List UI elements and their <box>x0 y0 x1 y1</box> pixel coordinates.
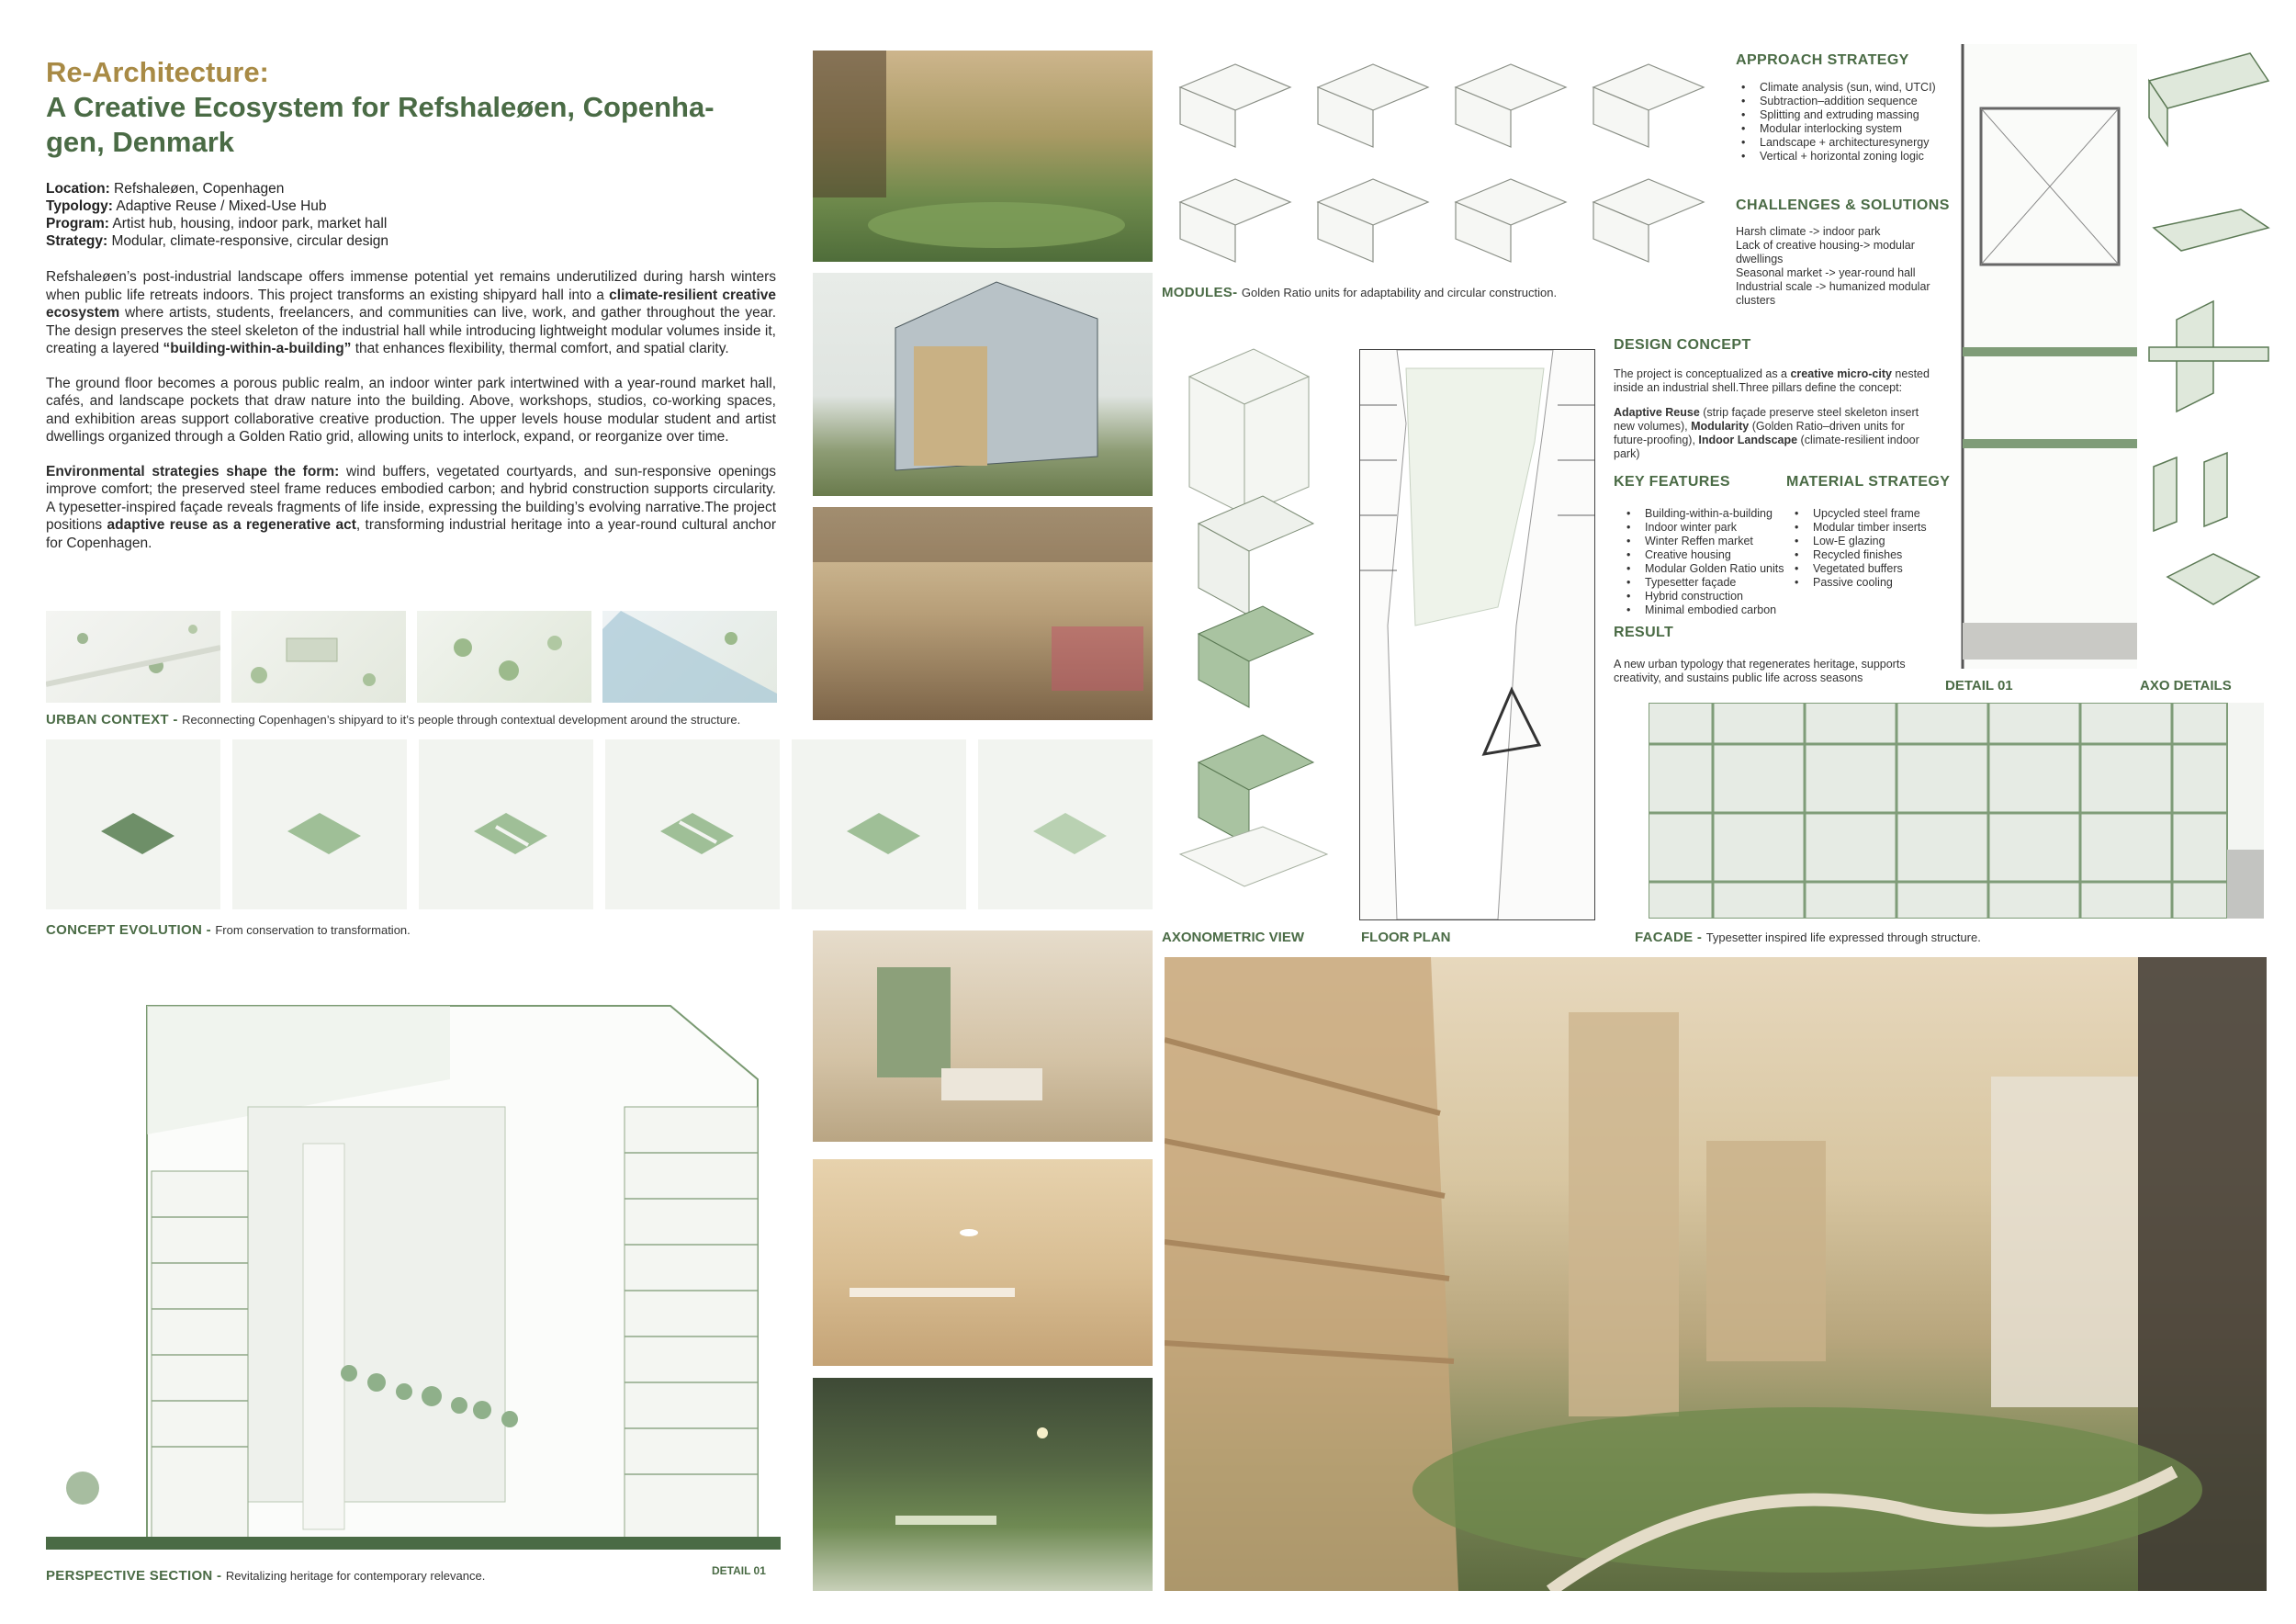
approach-item: • Climate analysis (sun, wind, UTCI) <box>1760 81 1971 95</box>
description-paragraph-2: The ground floor becomes a porous public realm, an indoor winter park intertwined with a year-round market hall, cafés, and landscape pockets that draw nature into the building. Above, workshops, studios, co-working spaces, and exhibition areas support collaborative creative production. The upper levels house modular student and artist dwellings organized through a Golden Ratio grid, allowing units to interlock, expand, or reorganize over time. <box>46 375 776 445</box>
axo-details-drawing <box>2140 44 2278 669</box>
facade-elevation <box>1649 703 2264 919</box>
material-item: • Recycled finishes <box>1813 548 1951 562</box>
atrium-hero-render <box>1165 957 2267 1591</box>
modules-diagram <box>1162 51 1713 276</box>
key-feature-item: • Building-within-a-building <box>1645 507 1806 521</box>
approach-heading: APPROACH STRATEGY <box>1736 52 1909 68</box>
concept-stage-3 <box>419 739 593 909</box>
challenge-item: Harsh climate -> indoor park <box>1736 225 1881 238</box>
key-features-list <box>1621 507 1806 617</box>
design-concept-paragraph-2: Adaptive Reuse (strip façade preserve steel skeleton insert new volumes), Modularity (Golden Ratio–driven units for future-proofing), Indoor Landscape (climate-resilient indoor park) <box>1614 406 1919 460</box>
project-meta <box>46 180 799 250</box>
approach-item: • Splitting and extruding massing <box>1760 108 1971 122</box>
description-paragraph-1: Refshaleøen’s post-industrial landscape offers immense potential yet remains underutilized during harsh winters when public life retreats indoors. This project transforms an existing shipyard hall into a climate-resilient creative ecosystem where artists, students, freelancers, and communities can live, work, and gather throughout the year. The design preserves the steel skeleton of the industrial hall while introducing lightweight modular volumes inside it, creating a layered “building-within-a-building” that enhances flexibility, thermal comfort, and spatial clarity. <box>46 269 776 356</box>
facade-caption: FACADE - Typesetter inspired life expressed through structure. <box>1635 930 1981 945</box>
meta-program: Program: Artist hub, housing, indoor park, market hall <box>46 216 388 231</box>
indoor-park-render <box>813 51 1153 262</box>
result-heading: RESULT <box>1614 625 1674 640</box>
urban-context-caption: URBAN CONTEXT - Reconnecting Copenhagen’s shipyard to it’s people through contextual development around the structure. <box>46 712 741 727</box>
challenges-list <box>1736 225 1938 308</box>
key-feature-item: • Modular Golden Ratio units <box>1645 562 1806 576</box>
key-features-heading: KEY FEATURES <box>1614 474 1730 490</box>
design-concept-paragraph-1: The project is conceptualized as a creative micro-city nested inside an industrial shell.Three pillars define the concept: <box>1614 367 1930 394</box>
material-item: • Passive cooling <box>1813 576 1951 590</box>
approach-item: • Modular interlocking system <box>1760 122 1971 136</box>
material-item: • Upcycled steel frame <box>1813 507 1951 521</box>
key-feature-item: • Winter Reffen market <box>1645 535 1806 548</box>
key-feature-item: • Indoor winter park <box>1645 521 1806 535</box>
key-feature-item: • Typesetter façade <box>1645 576 1806 590</box>
concept-stage-6 <box>978 739 1153 909</box>
project-title <box>46 55 799 160</box>
detail-01-caption: DETAIL 01 <box>1945 678 2013 694</box>
meta-location: Location: Refshaleøen, Copenhagen <box>46 181 285 197</box>
material-strategy-list <box>1789 507 1951 590</box>
concept-stage-1 <box>46 739 220 909</box>
urban-context-image-1 <box>46 611 220 703</box>
design-concept-text <box>1614 367 1930 461</box>
key-feature-item: • Creative housing <box>1645 548 1806 562</box>
axonometric-view <box>1162 340 1345 919</box>
concept-evolution-caption: CONCEPT EVOLUTION - From conservation to transformation. <box>46 922 411 938</box>
material-strategy-heading: MATERIAL STRATEGY <box>1786 474 1951 490</box>
title-line-2: A Creative Ecosystem for Refshaleøen, Copenha- <box>46 91 715 123</box>
challenge-item: Industrial scale -> humanized modular clusters <box>1736 280 1930 307</box>
material-item: • Low-E glazing <box>1813 535 1951 548</box>
title-line-3: gen, Denmark <box>46 126 235 158</box>
approach-item: • Subtraction–addition sequence <box>1760 95 1971 108</box>
section-detail-label: DETAIL 01 <box>712 1564 766 1577</box>
key-feature-item: • Minimal embodied carbon <box>1645 603 1806 617</box>
challenge-item: Seasonal market -> year-round hall <box>1736 266 1916 279</box>
floor-plan <box>1359 349 1595 920</box>
result-text: A new urban typology that regenerates heritage, supports creativity, and sustains public life across seasons <box>1614 658 1906 684</box>
perspective-section-drawing <box>46 987 781 1557</box>
description-paragraph-3: Environmental strategies shape the form: wind buffers, vegetated courtyards, and sun-responsive openings improve comfort; the preserved steel frame reduces embodied carbon; and hybrid construction supports circularity. A typesetter-inspired façade reveals fragments of life inside, expressing the building’s evolving narrative.The project positions adaptive reuse as a regenerative act, transforming industrial heritage into a year-round cultural anchor for Copenhagen. <box>46 463 777 551</box>
urban-context-image-3 <box>417 611 591 703</box>
axonometric-caption: AXONOMETRIC VIEW <box>1162 930 1305 945</box>
market-hall-render <box>813 507 1153 720</box>
exterior-glass-hall-render <box>813 273 1153 496</box>
material-item: • Modular timber inserts <box>1813 521 1951 535</box>
approach-item: • Landscape + architecturesynergy <box>1760 136 1971 150</box>
concept-stage-5 <box>792 739 966 909</box>
concept-evolution-strip <box>46 739 1153 909</box>
concept-stage-4 <box>605 739 780 909</box>
modules-caption: MODULES- Golden Ratio units for adaptability and circular construction. <box>1162 285 1558 300</box>
meta-typology: Typology: Adaptive Reuse / Mixed-Use Hub <box>46 198 327 214</box>
coworking-interior-render <box>813 1159 1153 1366</box>
floor-plan-caption: FLOOR PLAN <box>1361 930 1451 945</box>
detail-01-drawing <box>1944 44 2137 669</box>
material-item: • Vegetated buffers <box>1813 562 1951 576</box>
perspective-section-caption: PERSPECTIVE SECTION - Revitalizing heritage for contemporary relevance. <box>46 1568 486 1584</box>
bedroom-interior-render <box>813 930 1153 1142</box>
title-line-1: Re-Architecture: <box>46 56 269 88</box>
axo-details-caption: AXO DETAILS <box>2140 678 2232 694</box>
urban-context-image-2 <box>231 611 406 703</box>
challenge-item: Lack of creative housing-> modular dwellings <box>1736 239 1915 265</box>
approach-list <box>1736 81 1971 164</box>
concept-stage-2 <box>232 739 407 909</box>
design-concept-heading: DESIGN CONCEPT <box>1614 337 1751 353</box>
approach-item: • Vertical + horizontal zoning logic <box>1760 150 1971 164</box>
challenges-heading: CHALLENGES & SOLUTIONS <box>1736 197 1950 213</box>
meta-strategy: Strategy: Modular, climate-responsive, circular design <box>46 233 389 249</box>
key-feature-item: • Hybrid construction <box>1645 590 1806 603</box>
cafe-interior-render <box>813 1378 1153 1591</box>
urban-context-image-4 <box>602 611 777 703</box>
project-description <box>46 268 776 569</box>
